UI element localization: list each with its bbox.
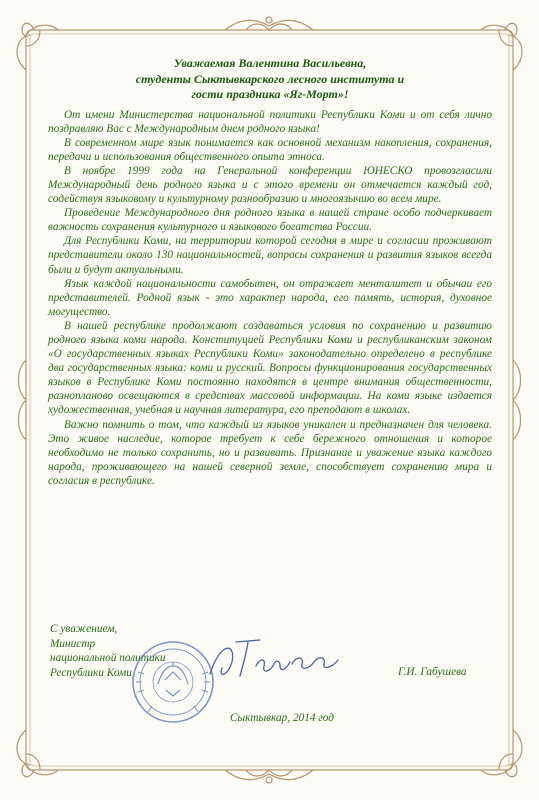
paragraph: Проведение Международного дня родного языка в нашей стране особо подчеркивает важность сохранения культурного и языкового богатства России. [48,207,492,234]
salutation-line: Уважаемая Валентина Васильевна, [173,56,367,70]
paragraph: В современном мире язык понимается как основной механизм накопления, сохранения, передачи и использования общественного опыта этноса. [48,136,492,163]
letter-body [48,56,492,488]
paragraph: Важно помнить о том, что каждый из языков уникален и предназначен для человека. Это живое наследие, которое требует к себе бережного отношения и которое необходимо не только сохранить, но и развивать. Признание и уважение языка каждого народа, проживающего на нашей северной земле, способствует сохранению мира и согласия в республике. [48,418,492,487]
salutation-line: гости праздника «Яг-Морт»! [191,87,349,101]
paragraph: В ноябре 1999 года на Генеральной конференции ЮНЕСКО провозгласили Международный день родного языка и с этого времени он отмечается каждый год, содействуя языковому и культурному разнообразию и многоязычию во всем мире. [48,164,492,206]
signer-name: Г.И. Габушева [398,666,467,678]
closing-line: Республики Коми [50,666,132,679]
paragraph: Язык каждой национальности самобытен, он отражает менталитет и обычаи его представителей. Родной язык - это характер народа, его память, история, духовное могущество. [48,277,492,318]
paragraph: От имени Министерства национальной политики Республики Коми и от себя лично поздравляю Вас с Международным днем родного языка! [48,108,492,135]
handwritten-signature-icon [200,632,350,692]
salutation-line: студенты Сыктывкарского лесного института и [135,71,405,86]
closing-line: С уважением, [50,623,118,635]
closing-line: Министр [50,637,96,650]
place-date: Сыктывкар, 2014 год [230,712,335,724]
closing-line: национальной политики [50,652,166,664]
letter-text [48,108,492,489]
salutation [48,56,492,103]
paragraph: Для Республики Коми, на территории которой сегодня в мире и согласии проживают представители около 130 национальностей, вопросы сохранения и развития языков всегда были и будут актуальными. [48,235,492,276]
paragraph: В нашей республике продолжают создаваться условия по сохранению и развитию родного языка коми народа. Конституцией Республики Коми и республиканским законом «О государственных языках Республики Коми» законодательно определено в республике два государственных языка: коми и русский. Вопросы функционирования государственных языков в Республике Коми постоянно находятся в центре внимания общественности, разнопланово освещаются в средствах массовой информации. На коми языке издается художественная, учебная и научная литература, его преподают в школах. [48,319,492,417]
